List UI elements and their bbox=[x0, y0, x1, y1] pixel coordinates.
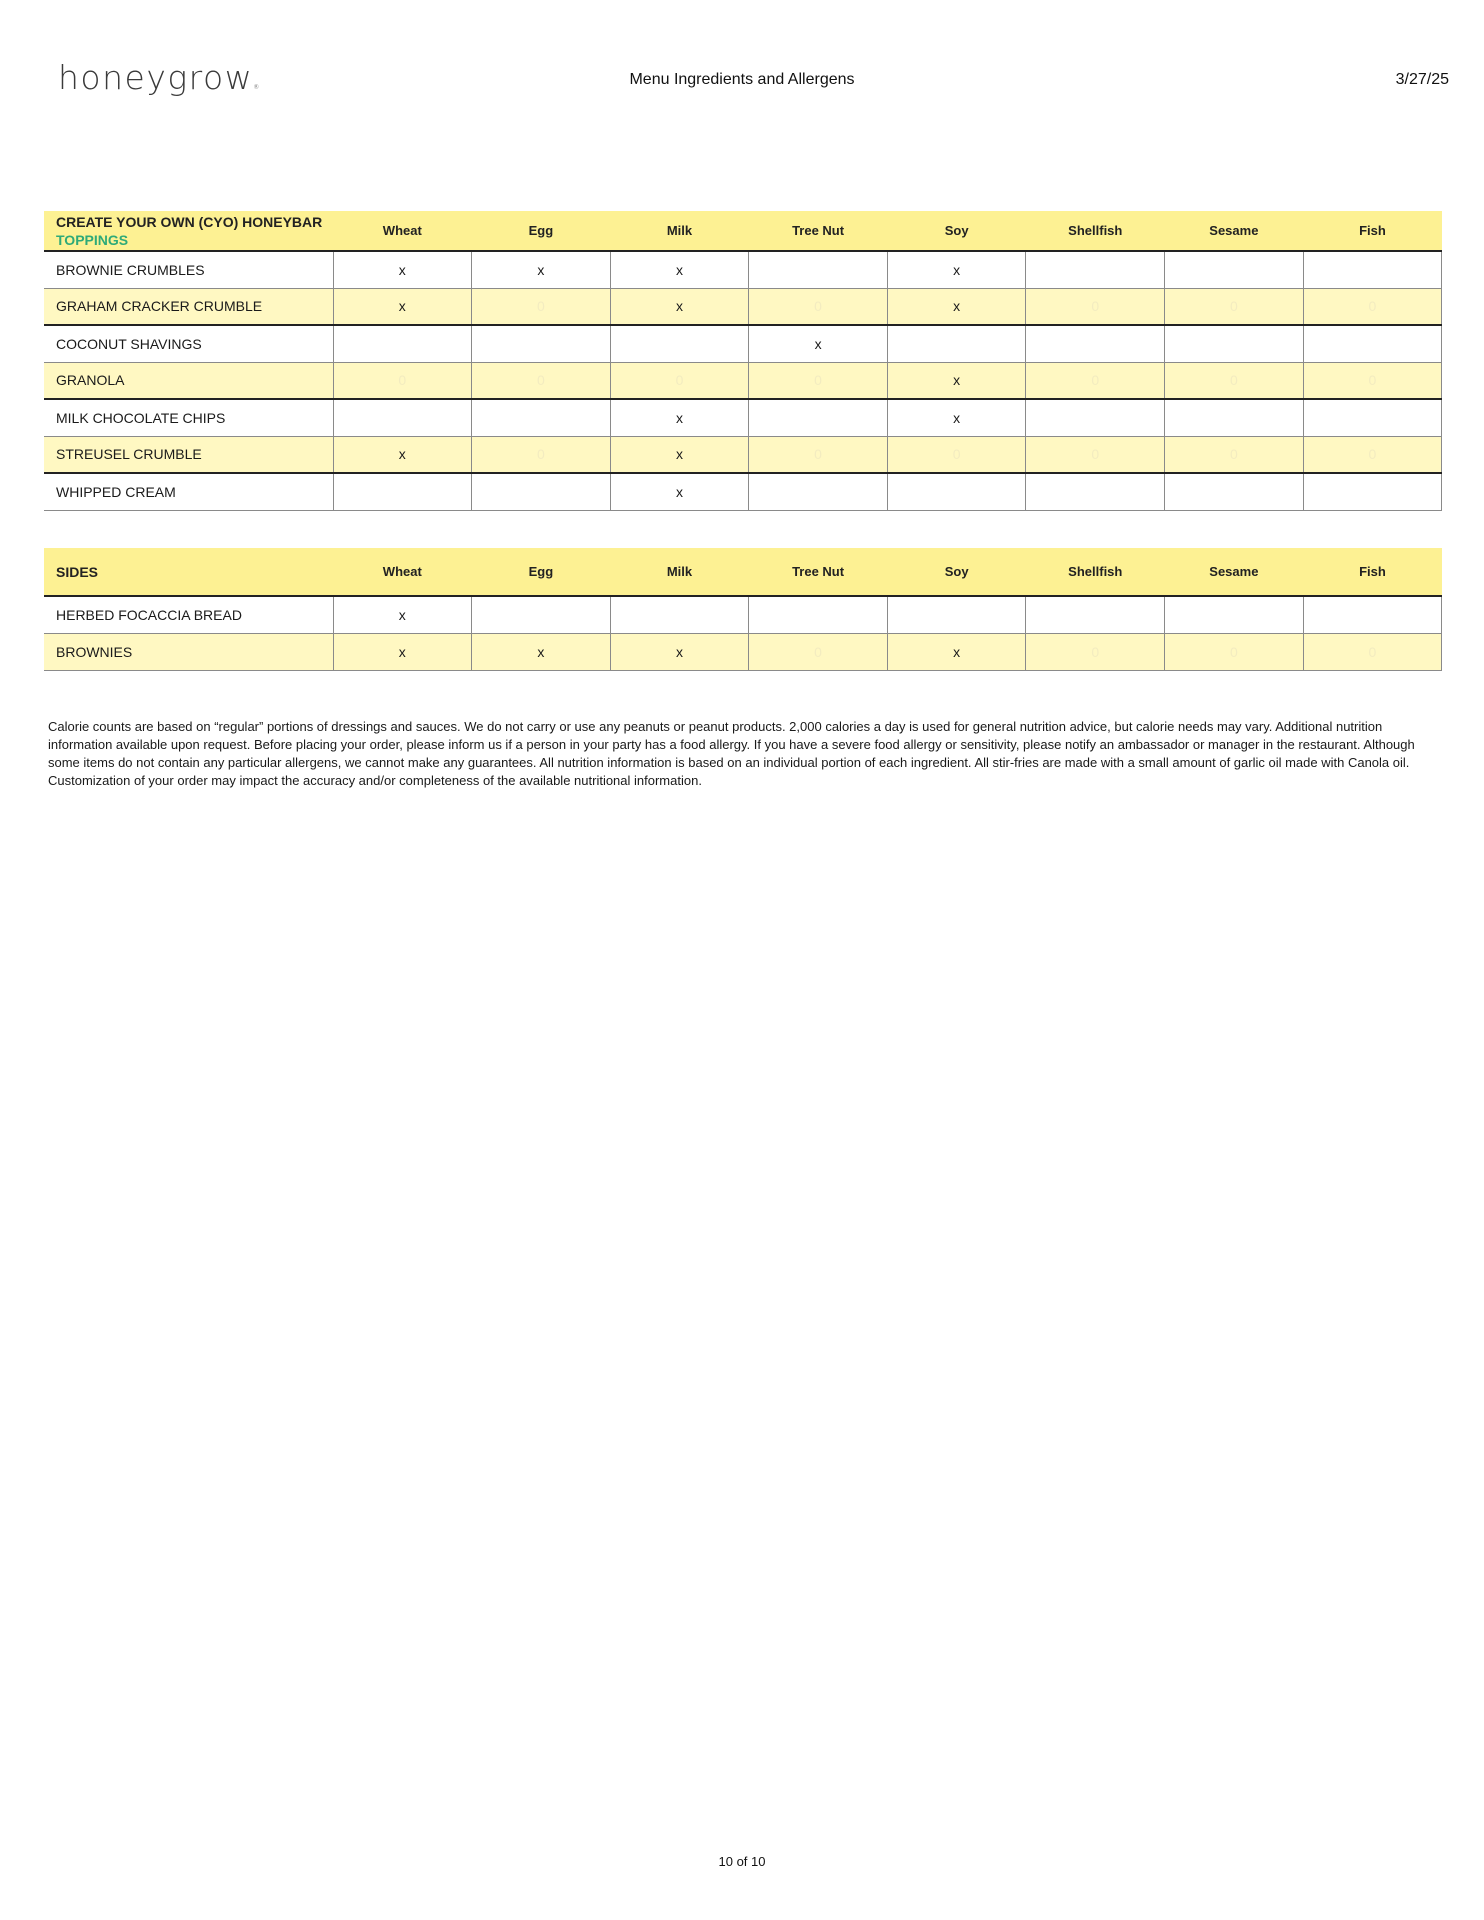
column-header: Milk bbox=[610, 211, 749, 251]
column-header: Shellfish bbox=[1026, 548, 1165, 596]
allergen-cell: x bbox=[887, 633, 1026, 670]
column-header: Wheat bbox=[333, 211, 472, 251]
allergen-cell: 0 bbox=[1165, 436, 1304, 473]
item-name: BROWNIE CRUMBLES bbox=[44, 251, 333, 288]
allergen-cell: 0 bbox=[1303, 362, 1442, 399]
table-row bbox=[44, 362, 1442, 399]
allergen-cell bbox=[1026, 399, 1165, 436]
item-name: MILK CHOCOLATE CHIPS bbox=[44, 399, 333, 436]
allergen-cell bbox=[749, 399, 888, 436]
sides-allergen-table bbox=[44, 548, 1442, 671]
allergen-cell bbox=[749, 473, 888, 510]
allergen-cell: x bbox=[610, 288, 749, 325]
allergen-cell: 0 bbox=[887, 436, 1026, 473]
allergen-cell: x bbox=[333, 633, 472, 670]
column-header: Egg bbox=[472, 548, 611, 596]
allergen-cell bbox=[1165, 399, 1304, 436]
section-title bbox=[44, 211, 333, 251]
toppings-allergen-table bbox=[44, 211, 1442, 511]
allergen-cell bbox=[472, 325, 611, 362]
table-row bbox=[44, 473, 1442, 510]
toppings-rows bbox=[44, 251, 1442, 510]
allergen-cell bbox=[472, 473, 611, 510]
allergen-cell: x bbox=[333, 596, 472, 633]
allergen-cell: x bbox=[887, 399, 1026, 436]
allergen-cell bbox=[1303, 325, 1442, 362]
table-row bbox=[44, 596, 1442, 633]
column-header: Soy bbox=[887, 548, 1026, 596]
column-header: Tree Nut bbox=[749, 211, 888, 251]
allergen-cell: x bbox=[333, 436, 472, 473]
allergen-cell: 0 bbox=[472, 288, 611, 325]
item-name: WHIPPED CREAM bbox=[44, 473, 333, 510]
column-header: Tree Nut bbox=[749, 548, 888, 596]
allergen-cell: 0 bbox=[472, 436, 611, 473]
allergen-cell: x bbox=[887, 251, 1026, 288]
allergen-cell: 0 bbox=[1165, 288, 1304, 325]
allergen-cell: 0 bbox=[472, 362, 611, 399]
item-name: STREUSEL CRUMBLE bbox=[44, 436, 333, 473]
allergen-cell: 0 bbox=[749, 362, 888, 399]
allergen-cell bbox=[1026, 251, 1165, 288]
allergen-cell bbox=[472, 596, 611, 633]
column-header: Soy bbox=[887, 211, 1026, 251]
allergen-cell bbox=[887, 473, 1026, 510]
allergen-cell: 0 bbox=[1303, 633, 1442, 670]
column-header: Fish bbox=[1303, 548, 1442, 596]
brand-logo-mark: ® bbox=[253, 84, 260, 91]
allergen-cell bbox=[1165, 473, 1304, 510]
allergen-cell bbox=[333, 325, 472, 362]
allergen-cell bbox=[749, 596, 888, 633]
allergen-cell bbox=[333, 399, 472, 436]
allergen-cell: x bbox=[333, 251, 472, 288]
sides-rows bbox=[44, 596, 1442, 670]
footnote-disclaimer: Calorie counts are based on “regular” portions of dressings and sauces. We do not carry or use any peanuts or peanut products. 2,000 calories a day is used for general nutrition advice, but calorie needs may vary. Additional nutrition information available upon request. Before placing your order, please inform us if a person in your party has a food allergy. If you have a severe food allergy or sensitivity, please notify an ambassador or manager in the restaurant. Although some items do not contain any particular allergens, we cannot make any guarantees. All nutrition information is based on an individual portion of each ingredient. All stir-fries are made with a small amount of garlic oil made with Canola oil. Customization of your order may impact the accuracy and/or completeness of the available nutritional information. bbox=[48, 719, 1415, 788]
allergen-cell: x bbox=[472, 633, 611, 670]
allergen-cell bbox=[1026, 596, 1165, 633]
allergen-cell: 0 bbox=[1303, 288, 1442, 325]
column-header: Egg bbox=[472, 211, 611, 251]
page-number: 10 of 10 bbox=[718, 1854, 766, 1869]
allergen-cell: 0 bbox=[1303, 436, 1442, 473]
allergen-cell bbox=[1303, 596, 1442, 633]
allergen-cell: x bbox=[610, 633, 749, 670]
column-header: Milk bbox=[610, 548, 749, 596]
allergen-cell bbox=[1165, 596, 1304, 633]
item-name: COCONUT SHAVINGS bbox=[44, 325, 333, 362]
table-header-row bbox=[44, 211, 1442, 251]
allergen-cell bbox=[472, 399, 611, 436]
allergen-cell bbox=[333, 473, 472, 510]
allergen-cell: 0 bbox=[749, 288, 888, 325]
item-name: GRANOLA bbox=[44, 362, 333, 399]
allergen-cell: 0 bbox=[333, 362, 472, 399]
allergen-cell: 0 bbox=[749, 436, 888, 473]
allergen-cell: 0 bbox=[1165, 633, 1304, 670]
section-title-text: CREATE YOUR OWN (CYO) HONEYBAR bbox=[56, 213, 323, 230]
column-header: Fish bbox=[1303, 211, 1442, 251]
table-header-row bbox=[44, 548, 1442, 596]
allergen-cell: 0 bbox=[1026, 436, 1165, 473]
document-title: Menu Ingredients and Allergens bbox=[629, 71, 855, 88]
allergen-cell bbox=[1303, 399, 1442, 436]
allergen-cell bbox=[610, 325, 749, 362]
brand-logo-text: honeygrow bbox=[58, 58, 254, 97]
section-title: SIDES bbox=[44, 548, 333, 596]
section-subtitle: TOPPINGS bbox=[56, 231, 129, 248]
table-row bbox=[44, 325, 1442, 362]
allergen-cell bbox=[1303, 251, 1442, 288]
allergen-cell: 0 bbox=[1026, 362, 1165, 399]
item-name: HERBED FOCACCIA BREAD bbox=[44, 596, 333, 633]
allergen-cell: x bbox=[610, 436, 749, 473]
allergen-cell: x bbox=[610, 473, 749, 510]
document-date: 3/27/25 bbox=[1395, 71, 1449, 88]
allergen-cell: x bbox=[887, 362, 1026, 399]
column-header: Sesame bbox=[1165, 548, 1304, 596]
column-header: Wheat bbox=[333, 548, 472, 596]
column-header: Shellfish bbox=[1026, 211, 1165, 251]
allergen-cell bbox=[1026, 325, 1165, 362]
allergen-cell bbox=[887, 325, 1026, 362]
allergen-cell: x bbox=[333, 288, 472, 325]
allergen-cell: 0 bbox=[1165, 362, 1304, 399]
allergen-cell bbox=[1165, 251, 1304, 288]
allergen-cell: x bbox=[610, 399, 749, 436]
allergen-cell: 0 bbox=[610, 362, 749, 399]
allergen-cell bbox=[887, 596, 1026, 633]
allergen-cell: 0 bbox=[749, 633, 888, 670]
allergen-cell bbox=[749, 251, 888, 288]
allergen-cell: x bbox=[472, 251, 611, 288]
table-row bbox=[44, 399, 1442, 436]
allergen-cell: x bbox=[887, 288, 1026, 325]
item-name: BROWNIES bbox=[44, 633, 333, 670]
table-row bbox=[44, 436, 1442, 473]
allergen-cell: 0 bbox=[1026, 288, 1165, 325]
allergen-cell: x bbox=[749, 325, 888, 362]
allergen-cell bbox=[1026, 473, 1165, 510]
allergen-cell bbox=[1303, 473, 1442, 510]
table-row bbox=[44, 633, 1442, 670]
item-name: GRAHAM CRACKER CRUMBLE bbox=[44, 288, 333, 325]
allergen-cell bbox=[610, 596, 749, 633]
table-row bbox=[44, 288, 1442, 325]
column-header: Sesame bbox=[1165, 211, 1304, 251]
allergen-cell bbox=[1165, 325, 1304, 362]
allergen-cell: 0 bbox=[1026, 633, 1165, 670]
allergen-cell: x bbox=[610, 251, 749, 288]
table-row bbox=[44, 251, 1442, 288]
